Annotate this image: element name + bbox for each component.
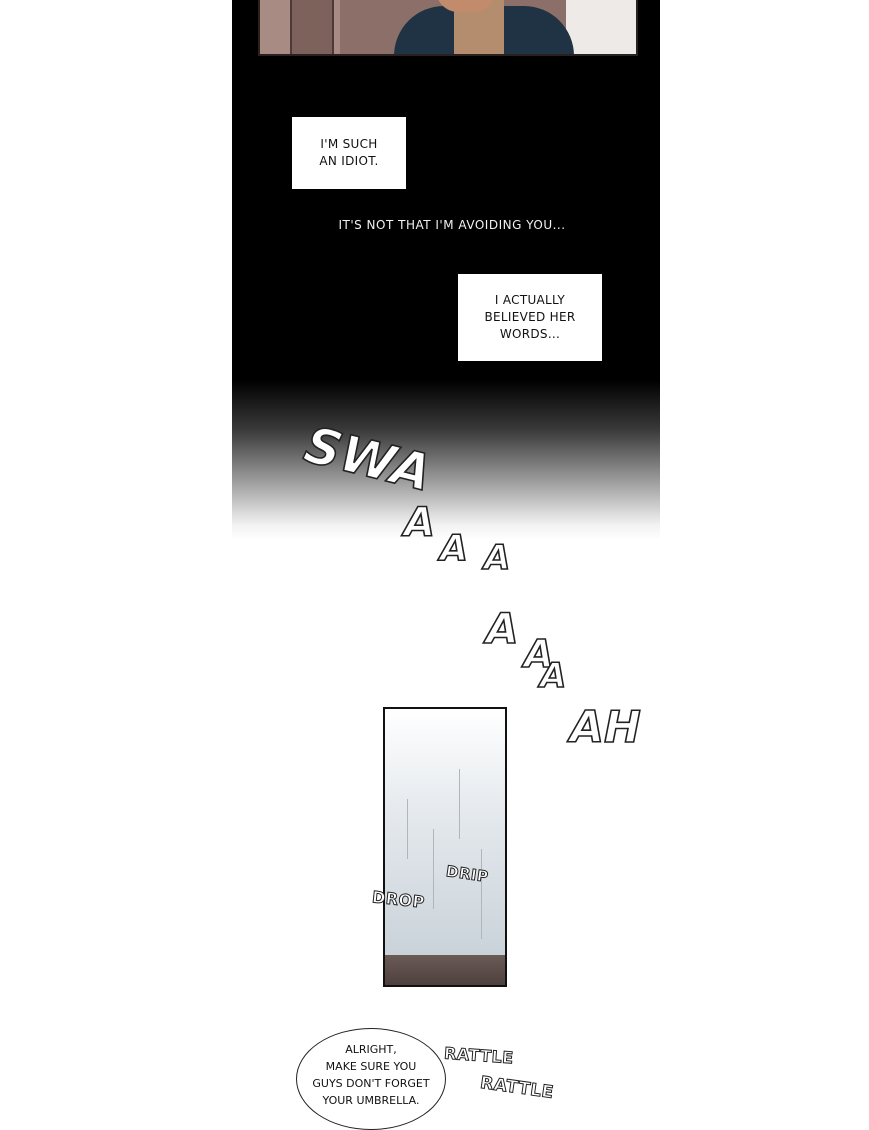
sfx-ah: AH [570,702,641,753]
rain-streak [481,849,482,939]
narration-text: IT'S NOT THAT I'M AVOIDING YOU... [338,218,566,232]
dark-background [232,0,660,540]
sfx-a: A [440,528,468,569]
caption-believed: I ACTUALLY BELIEVED HER WORDS... [458,274,602,361]
rain-streak [407,799,408,859]
caption-idiot: I'M SUCH AN IDIOT. [292,117,406,189]
rain-streak [433,829,434,909]
sfx-rattle: RATTLE [478,1072,556,1104]
top-panel [258,0,638,56]
sfx-a: A [524,632,554,676]
sfx-a: A [484,538,511,578]
sfx-drop: DROP [371,887,426,912]
sfx-a: A [540,656,567,696]
rain-panel [383,707,507,987]
sfx-drip: DRIP [444,862,490,886]
sfx-a: A [486,604,519,653]
speech-bubble [296,1028,446,1130]
sfx-a: A [404,500,435,546]
speech-bubble-text: ALRIGHT, MAKE SURE YOU GUYS DON'T FORGET YOUR UMBRELLA. [312,1043,430,1107]
rain-streak [459,769,460,839]
sfx-rattle: RATTLE [443,1043,515,1068]
sfx-swa: SWA [298,415,438,503]
panel-wall-right [566,0,636,54]
comic-strip [232,0,660,1123]
panel-door [290,0,334,54]
panel-floor [385,955,505,985]
